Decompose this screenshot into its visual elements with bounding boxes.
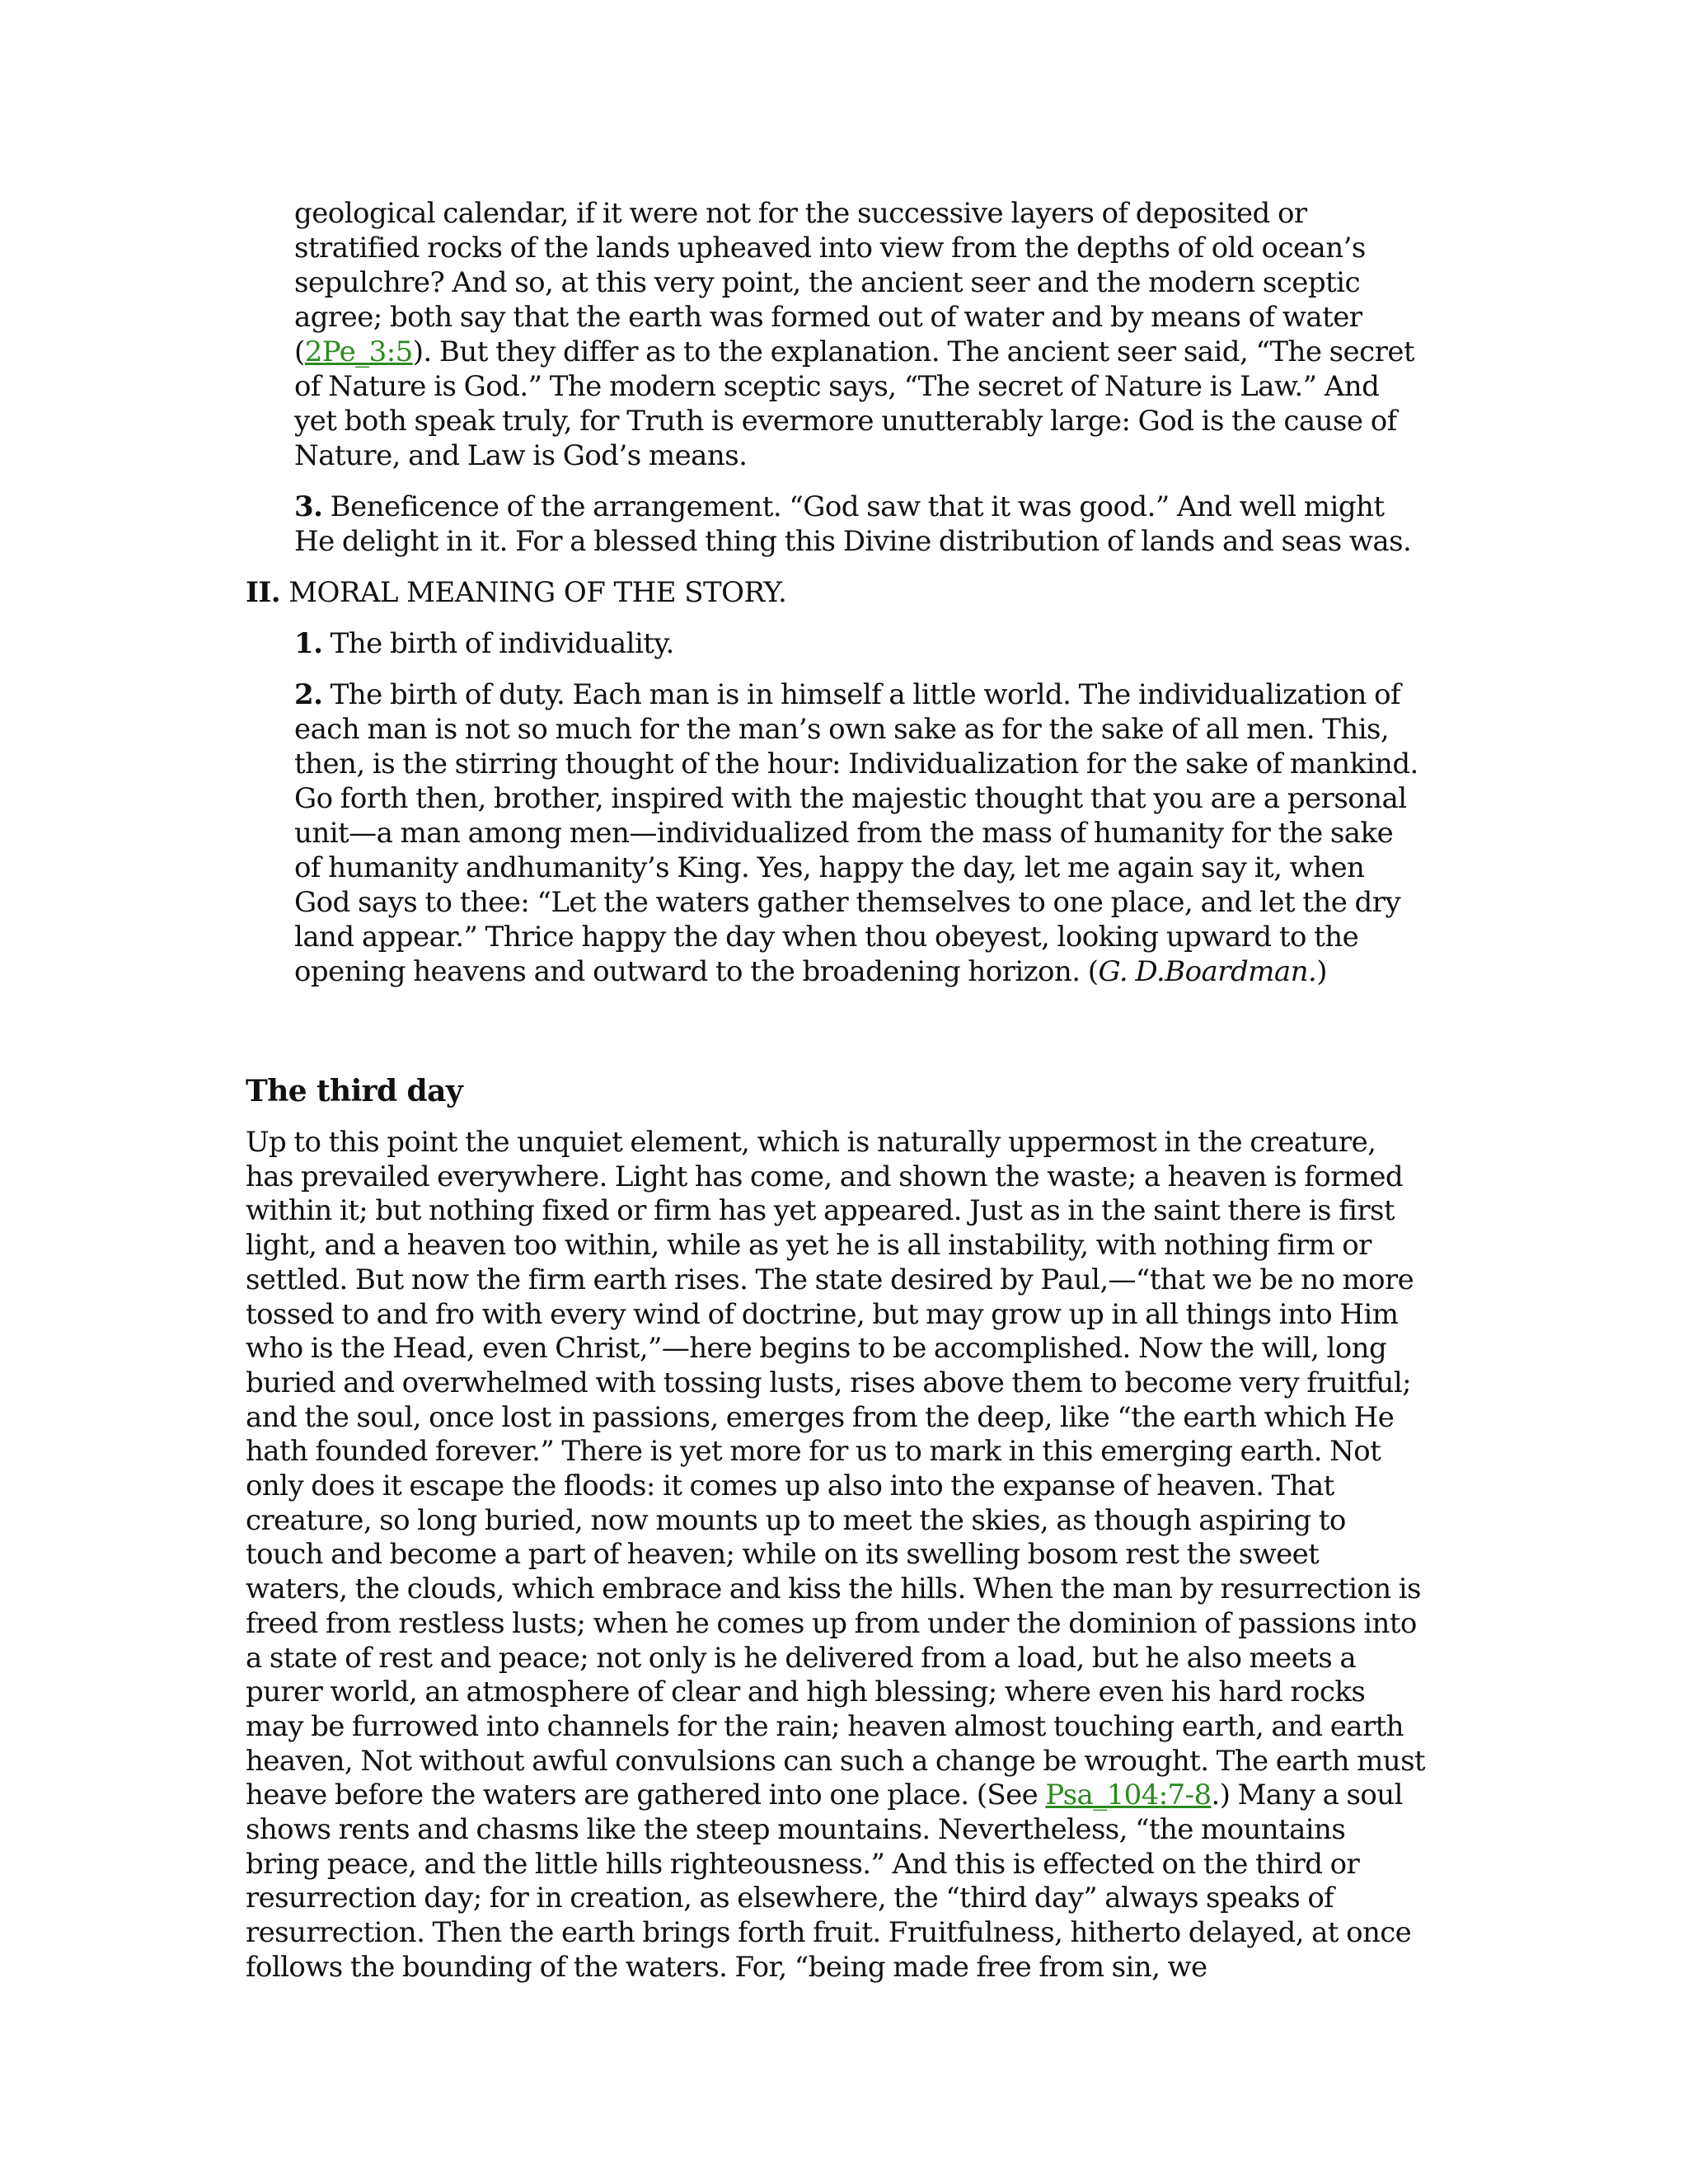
paragraph-birth-duty: 2. The birth of duty. Each man is in himself a little world. The individualization of each man is not so much for the man’s own sake as for the sake of all men. This, then, is the stirring thought of the hour: Individualization for the sake of mankind. Go forth then, brother, inspired with the majestic thought that you are a personal unit—a man among men—individualized from the mass of humanity for the sake of humanity andhumanity’s King. Yes, happy the day, let me again say it, when God says to thee: “Let the waters gather themselves to one place, and let the dry land appear.” Thrice happy the day when thou obeyest, looking upward to the opening heavens and outward to the broadening horizon. (G. D.Boardman.) <box>294 678 1418 988</box>
author-citation: G. D.Boardman. <box>1098 955 1317 988</box>
point-number: 1. <box>294 627 323 660</box>
indented-section-upper <box>294 196 1423 559</box>
outline-heading-moral-meaning: II. MORAL MEANING OF THE STORY. <box>246 576 787 609</box>
point-number: 3. <box>294 490 323 523</box>
paragraph-third-day: Up to this point the unquiet element, which is naturally uppermost in the creature, has prevailed everywhere. Light has come, and shown the waste; a heaven is formed within it; but nothing fixed or firm has yet appeared. Just as in the saint there is first light, and a heaven too within, while as yet he is all instability, with nothing firm or settled. But now the firm earth rises. The state desired by Paul,—“that we be no more tossed to and fro with every wind of doctrine, but may grow up in all things into Him who is the Head, even Christ,”—here begins to be accomplished. Now the will, long buried and overwhelmed with tossing lusts, rises above them to become very fruitful; and the soul, once lost in passions, emerges from the deep, like “the earth which He hath founded forever.” There is yet more for us to mark in this emerging earth. Not only does it escape the floods: it comes up also into the expanse of heaven. That creature, so long buried, now mounts up to meet the skies, as though aspiring to touch and become a part of heaven; while on its swelling bosom rest the sweet waters, the clouds, which embrace and kiss the hills. When the man by resurrection is freed from restless lusts; when he comes up from under the dominion of passions into a state of rest and peace; not only is he delivered from a load, but he also meets a purer world, an atmosphere of clear and high blessing; where even his hard rocks may be furrowed into channels for the rain; heaven almost touching earth, and earth heaven, Not without awful convulsions can such a change be wrought. The earth must heave before the waters are gathered into one place. (See Psa_104:7-8.) Many a soul shows rents and chasms like the steep mountains. Nevertheless, “the mountains bring peace, and the little hills righteousness.” And this is effected on the third or resurrection day; for in creation, as elsewhere, the “third day” always speaks of resurrection. Then the earth brings forth fruit. Fruitfulness, hitherto delayed, at once follows the bounding of the waters. For, “being made free from sin, we <box>246 1126 1425 1984</box>
paragraph-geological-calendar: geological calendar, if it were not for the successive layers of deposited or stratified rocks of the lands upheaved into view from the depths of old ocean’s sepulchre? And so, at this very point, the ancient seer and the modern sceptic agree; both say that the earth was formed out of water and by means of water (2Pe_3:5). But they differ as to the explanation. The ancient seer said, “The secret of Nature is God.” The modern sceptic says, “The secret of Nature is Law.” And yet both speak truly, for Truth is evermore unutterably large: God is the cause of Nature, and Law is God’s means. <box>294 197 1415 472</box>
paragraph-birth-individuality: 1. The birth of individuality. <box>294 627 674 660</box>
roman-numeral: II. <box>246 576 280 609</box>
scripture-link-psa-104-7-8[interactable]: Psa_104:7-8 <box>1045 1779 1212 1812</box>
paragraph-beneficence: 3. Beneficence of the arrangement. “God saw that it was good.” And well might He delight in it. For a blessed thing this Divine distribution of lands and seas was. <box>294 490 1412 558</box>
scripture-link-2pe-3-5[interactable]: 2Pe_3:5 <box>304 335 413 368</box>
point-number: 2. <box>294 678 323 711</box>
section-title: The third day <box>246 1074 463 1108</box>
section-body <box>246 1126 1426 1985</box>
indented-section-lower <box>294 626 1423 989</box>
